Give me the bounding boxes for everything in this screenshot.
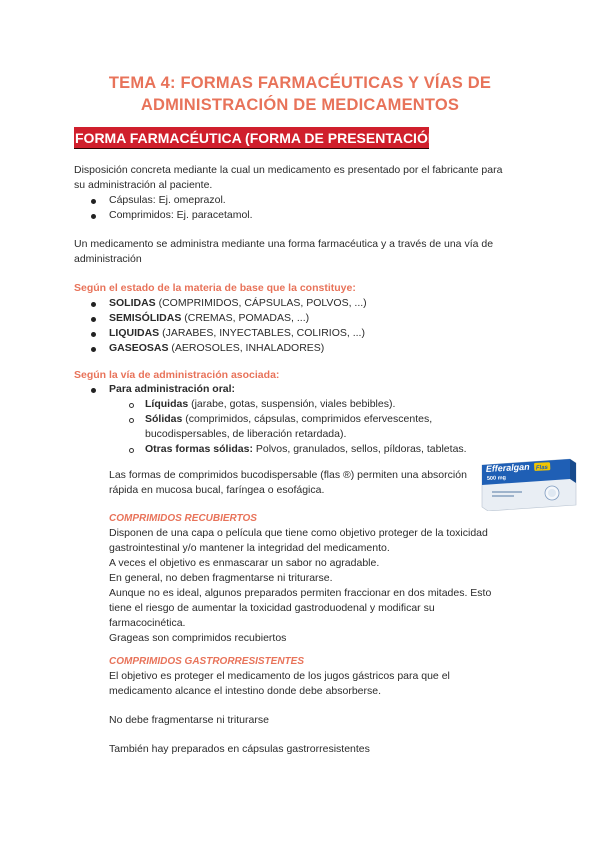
bullet-icon: [91, 317, 96, 322]
efferalgan-package-image: [478, 457, 578, 511]
bullet-icon: [91, 347, 96, 352]
gastro-line: medicamento alcance el intestino donde debe absorberse.: [109, 685, 382, 697]
via-sub-solidas: Sólidas (comprimidos, cápsulas, comprimidos efervescentes,: [145, 413, 433, 425]
bullet-icon: [91, 388, 96, 393]
recubiertos-heading: COMPRIMIDOS RECUBIERTOS: [109, 513, 257, 524]
recubiertos-line: tiene el riesgo de aumentar la toxicidad gastroduodenal y modificar su: [109, 602, 435, 614]
intro-bullet-comprimidos: Comprimidos: Ej. paracetamol.: [109, 209, 253, 221]
recubiertos-line: gastrointestinal y/o mantener la integridad del medicamento.: [109, 542, 390, 554]
flas-line-2: rápida en mucosa bucal, faríngea o esofágica.: [109, 484, 325, 496]
estado-heading: Según el estado de la materia de base que la constituye:: [74, 282, 356, 294]
bullet-icon: [91, 199, 96, 204]
via-sub-otras: Otras formas sólidas: Polvos, granulados, sellos, píldoras, tabletas.: [145, 443, 467, 455]
gastro-line: El objetivo es proteger el medicamento de los jugos gástricos para que el: [109, 670, 450, 682]
product-badge: Flas: [535, 464, 549, 472]
via-sub-solidas-cont: bucodispersables, de liberación retardada).: [145, 428, 347, 440]
gastro-capsulas: También hay preparados en cápsulas gastrorresistentes: [109, 743, 370, 755]
product-brand: Efferalgan: [485, 461, 530, 474]
recubiertos-line: farmacocinética.: [109, 617, 186, 629]
via-oral-label: Para administración oral:: [109, 383, 236, 395]
intro-line-2: su administración al paciente.: [74, 179, 213, 191]
gastro-heading: COMPRIMIDOS GASTRORRESISTENTES: [109, 656, 305, 667]
circle-bullet-icon: [129, 448, 134, 453]
estado-item-liquidas: LIQUIDAS (JARABES, INYECTABLES, COLIRIOS, ...): [109, 327, 365, 339]
recubiertos-line: Disponen de una capa o película que tiene como objetivo proteger de la toxicidad: [109, 527, 488, 539]
estado-item-gaseosas: GASEOSAS (AEROSOLES, INHALADORES): [109, 342, 325, 354]
recubiertos-line: Grageas son comprimidos recubiertos: [109, 632, 287, 644]
gastro-no-fragment: No debe fragmentarse ni triturarse: [109, 714, 269, 726]
bullet-icon: [91, 214, 96, 219]
flas-line-1: Las formas de comprimidos bucodispersable (flas ®) permiten una absorción: [109, 469, 467, 481]
section-heading: FORMA FARMACÉUTICA (FORMA DE PRESENTACIÓN): [74, 127, 429, 149]
circle-bullet-icon: [129, 403, 134, 408]
estado-item-solidas: SOLIDAS (COMPRIMIDOS, CÁPSULAS, POLVOS, ...): [109, 297, 367, 309]
intro-bullet-capsulas: Cápsulas: Ej. omeprazol.: [109, 194, 226, 206]
admin-line-2: administración: [74, 253, 142, 265]
circle-bullet-icon: [129, 418, 134, 423]
admin-line-1: Un medicamento se administra mediante una forma farmacéutica y a través de una vía de: [74, 238, 494, 250]
product-dose: 500 mg: [486, 475, 507, 482]
page-title-line-2: ADMINISTRACIÓN DE MEDICAMENTOS: [140, 96, 460, 114]
estado-item-semisolidas: SEMISÓLIDAS (CREMAS, POMADAS, ...): [109, 312, 310, 324]
bullet-icon: [91, 302, 96, 307]
intro-line-1: Disposición concreta mediante la cual un medicamento es presentado por el fabricante para: [74, 164, 503, 176]
recubiertos-line: A veces el objetivo es enmascarar un sabor no agradable.: [109, 557, 380, 569]
via-sub-liquidas: Líquidas (jarabe, gotas, suspensión, viales bebibles).: [145, 398, 396, 410]
recubiertos-line: Aunque no es ideal, algunos preparados permiten fraccionar en dos mitades. Esto: [109, 587, 492, 599]
recubiertos-line: En general, no deben fragmentarse ni triturarse.: [109, 572, 333, 584]
page-title-line-1: TEMA 4: FORMAS FARMACÉUTICAS Y VÍAS DE: [108, 74, 492, 92]
bullet-icon: [91, 332, 96, 337]
via-heading: Según la vía de administración asociada:: [74, 369, 280, 381]
